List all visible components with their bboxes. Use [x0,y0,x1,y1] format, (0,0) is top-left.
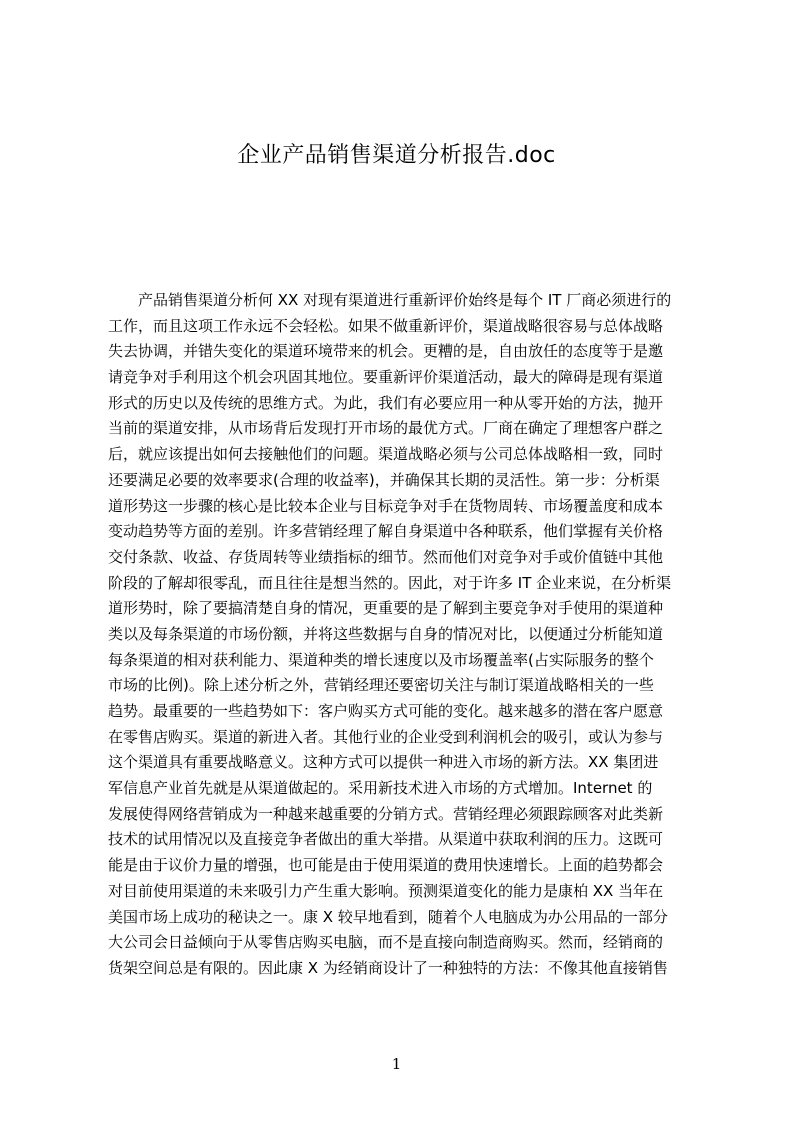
page-number: 1 [391,1055,402,1073]
text-line: 大公司会日益倾向于从零售店购买电脑，而不是直接向制造商购买。然而，经销商的 [108,933,664,952]
text-line: 形式的历史以及传统的思维方式。为此，我们有必要应用一种从零开始的方法，抛开 [108,393,664,412]
text-line: 市场的比例)。除上述分析之外，营销经理还要密切关注与制订渠道战略相关的一些 [108,676,654,695]
text-line: 道形势这一步骤的核心是比较本企业与目标竞争对手在货物周转、市场覆盖度和成本 [108,496,664,515]
text-line: 类以及每条渠道的市场份额，并将这些数据与自身的情况对比，以便通过分析能知道 [108,624,664,643]
text-line: 发展使得网络营销成为一种越来越重要的分销方式。营销经理必须跟踪顾客对此类新 [108,804,664,823]
text-line: 这个渠道具有重要战略意义。这种方式可以提供一种进入市场的新方法。XX 集团进 [108,753,659,772]
text-line: 后，就应该提出如何去接触他们的问题。渠道战略必须与公司总体战略相一致，同时 [108,445,664,464]
text-line: 交付条款、收益、存货周转等业绩指标的细节。然而他们对竞争对手或价值链中其他 [108,547,664,566]
text-line: 失去协调，并错失变化的渠道环境带来的机会。更糟的是，自由放任的态度等于是邀 [108,342,664,361]
text-line: 军信息产业首先就是从渠道做起的。采用新技术进入市场的方式增加。Internet 的 [108,779,653,798]
body-paragraph [108,288,698,982]
text-line: 在零售店购买。渠道的新进入者。其他行业的企业受到利润机会的吸引，或认为参与 [108,727,664,746]
text-line: 请竞争对手利用这个机会巩固其地位。要重新评价渠道活动，最大的障碍是现有渠道 [108,368,664,387]
text-line: 美国市场上成功的秘诀之一。康 X 较早地看到，随着个人电脑成为办公用品的一部分 [108,907,668,926]
text-line: 趋势。最重要的一些趋势如下：客户购买方式可能的变化。越来越多的潜在客户愿意 [108,702,664,720]
text-line: 工作，而且这项工作永远不会轻松。如果不做重新评价，渠道战略很容易与总体战略 [108,316,664,335]
text-line: 对目前使用渠道的未来吸引力产生重大影响。预测渠道变化的能力是康柏 XX 当年在 [108,881,664,900]
text-line: 产品销售渠道分析何 XX 对现有渠道进行重新评价始终是每个 IT 厂商必须进行的 [138,291,672,309]
text-line: 阶段的了解却很零乱，而且往往是想当然的。因此，对于许多 IT 企业来说，在分析渠 [108,573,672,592]
text-line: 道形势时，除了要搞清楚自身的情况，更重要的是了解到主要竞争对手使用的渠道种 [108,599,664,618]
document-title: 企业产品销售渠道分析报告.doc [237,143,556,168]
text-line: 变动趋势等方面的差别。许多营销经理了解自身渠道中各种联系，他们掌握有关价格 [108,522,664,541]
text-line: 每条渠道的相对获利能力、渠道种类的增长速度以及市场覆盖率(占实际服务的整个 [108,650,654,669]
text-line: 技术的试用情况以及直接竞争者做出的重大举措。从渠道中获取利润的压力。这既可 [108,830,664,849]
text-line: 能是由于议价力量的增强，也可能是由于使用渠道的费用快速增长。上面的趋势都会 [108,856,664,875]
text-line: 当前的渠道安排，从市场背后发现打开市场的最优方式。厂商在确定了理想客户群之 [108,419,664,438]
text-line: 还要满足必要的效率要求(合理的收益率)，并确保其长期的灵活性。第一步：分析渠 [108,470,660,489]
text-line: 货架空间总是有限的。因此康 X 为经销商设计了一种独特的方法：不像其他直接销售 [108,958,668,977]
